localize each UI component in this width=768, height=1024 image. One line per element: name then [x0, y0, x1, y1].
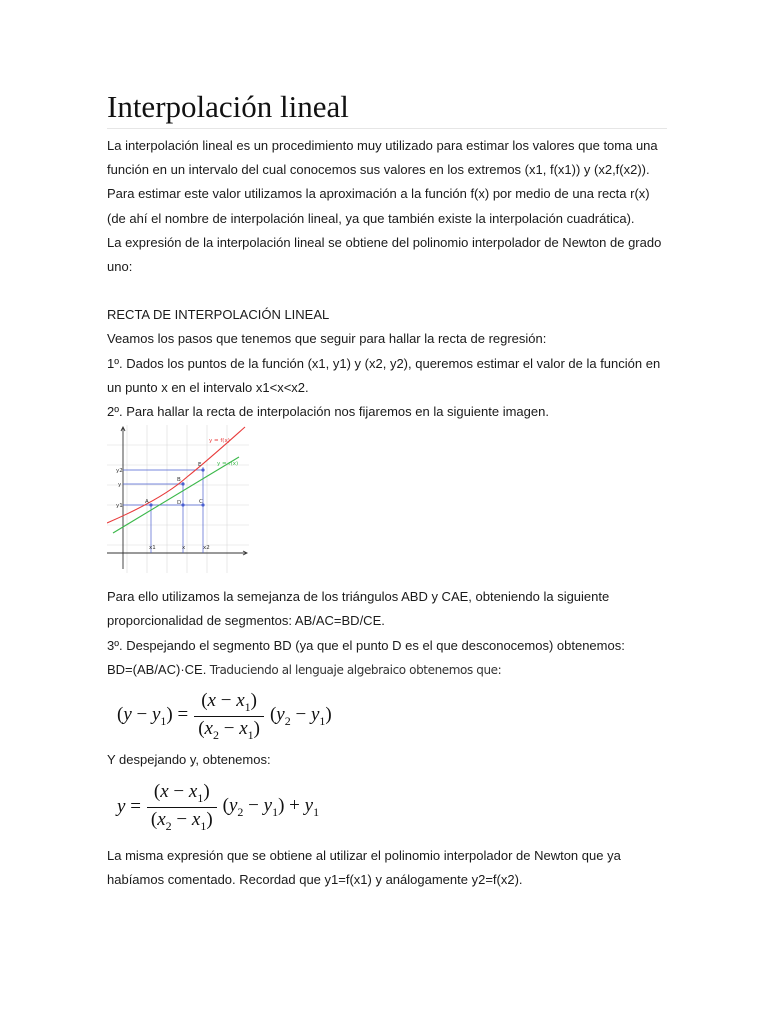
blank-line [107, 279, 667, 303]
conclusion-paragraph: La misma expresión que se obtiene al utilizar el polinomio interpolador de Newton que ya habíamos comentado. Recordad que y1=f(x1) y análogamente y2=f(x2). [107, 848, 621, 888]
interpolation-figure [107, 425, 249, 573]
label-x: x [182, 545, 186, 552]
label-curve: y = f(x) [209, 438, 230, 445]
solving-paragraph: Y despejando y, obtenemos: [107, 752, 271, 768]
label-x1: x1 [149, 545, 156, 552]
step-1: 1º. Dados los puntos de la función (x1, y1) y (x2, y2), queremos estimar el valor de la función en un punto x en el intervalo x1<x<x2. [107, 355, 661, 395]
intro-paragraph: La interpolación lineal es un procedimiento muy utilizado para estimar los valores que toma una función en un intervalo del cual conocemos sus valores en los extremos (x1, f(x1)) y (x2,f(x2)). Para estimar este valor utilizamos la aproximación a la función f(x) por medio de una recta r(x) (de ahí el nombre de interpolación lineal, ya que también existe la interpolación cuadrática). [107, 138, 658, 226]
label-line: y = r(x) [217, 461, 239, 468]
label-a: A [145, 499, 149, 506]
label-c: C [199, 499, 203, 506]
label-x2: x2 [203, 545, 210, 552]
step-3: 3º. Despejando el segmento BD (ya que el punto D es el que desconocemos) obtenemos: [107, 637, 625, 653]
steps-intro: Veamos los pasos que tenemos que seguir para hallar la recta de regresión: [107, 331, 547, 347]
document-page [107, 88, 667, 893]
label-e: E [198, 462, 202, 469]
page-title: Interpolación lineal [107, 88, 667, 129]
formula-proportion: $(y - y_1)$ = $\frac{(x - x_1)}{(x_2 - x_1)}$ $(y_2 - y_1)$ [117, 689, 332, 742]
step-2: 2º. Para hallar la recta de interpolación nos fijaremos en la siguiente imagen. [107, 404, 549, 420]
translating-text: Traduciendo al lenguaje algebraico obtenemos que: [206, 662, 502, 677]
formula-solved: y = $\frac{(x - x_1)}{(x_2 - x_1)}$ $(y_2 - y_1) + y_1$ [117, 780, 320, 833]
expression-paragraph: La expresión de la interpolación lineal se obtiene del polinomio interpolador de Newton de grado uno: [107, 234, 662, 275]
label-y1: y1 [116, 503, 123, 510]
similarity-paragraph: Para ello utilizamos la semejanza de los triángulos ABD y CAE, obteniendo la siguiente proporcionalidad de segmentos: AB/AC=BD/CE. [107, 589, 610, 629]
label-d: D [177, 500, 182, 507]
bd-expression: BD=(AB/AC)·CE. [107, 661, 207, 677]
label-y2: y2 [116, 468, 123, 475]
bd-paragraph [107, 658, 667, 682]
label-y: y [118, 482, 122, 489]
label-b: B [177, 477, 181, 484]
section-heading: RECTA DE INTERPOLACIÓN LINEAL [107, 307, 330, 323]
